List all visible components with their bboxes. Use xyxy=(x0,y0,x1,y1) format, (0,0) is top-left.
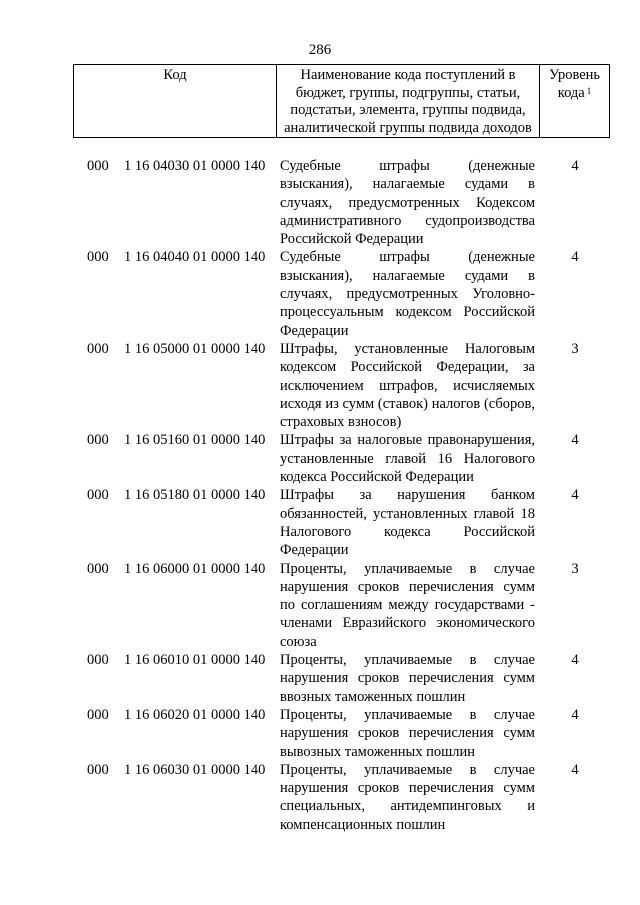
row-admin-code: 000 xyxy=(87,761,109,778)
table-header xyxy=(73,64,610,138)
table-row xyxy=(0,157,640,248)
row-code-level: 4 xyxy=(571,432,579,449)
row-income-code: 1 16 06020 01 0000 140 xyxy=(124,706,266,723)
row-admin-code: 000 xyxy=(87,432,109,449)
row-code-level: 4 xyxy=(571,652,579,669)
row-income-name: Проценты, уплачиваемые в случае нарушения сроков перечисления сумм ввозных таможенных пошлин xyxy=(280,652,535,705)
header-code: Код xyxy=(74,65,277,137)
row-income-code: 1 16 04040 01 0000 140 xyxy=(124,249,266,266)
table-row xyxy=(0,761,640,834)
header-level-label: Уровень кода xyxy=(548,67,601,101)
row-admin-code: 000 xyxy=(87,340,109,357)
table-row xyxy=(0,340,640,431)
row-income-name: Проценты, уплачиваемые в случае нарушения сроков перечисления сумм по соглашениям между государствами - членами Евразийского экономического союза xyxy=(280,560,535,650)
row-income-name: Судебные штрафы (денежные взыскания), налагаемые судами в случаях, предусмотренных Уголовно-процессуальным кодексом Российской Федерации xyxy=(280,249,535,339)
row-code-level: 4 xyxy=(571,249,579,266)
row-income-code: 1 16 05180 01 0000 140 xyxy=(124,487,266,504)
row-income-name: Штрафы за налоговые правонарушения, установленные главой 16 Налогового кодекса Российской Федерации xyxy=(280,432,535,486)
row-income-name: Штрафы за нарушения банком обязанностей, установленных главой 18 Налогового кодекса Российской Федерации xyxy=(280,487,535,559)
table-row xyxy=(0,486,640,559)
row-income-name: Проценты, уплачиваемые в случае нарушения сроков перечисления сумм вывозных таможенных пошлин xyxy=(280,706,535,760)
row-admin-code: 000 xyxy=(87,560,109,577)
row-income-name: Проценты, уплачиваемые в случае нарушения сроков перечисления сумм специальных, антидемпинговых и компенсационных пошлин xyxy=(280,761,535,833)
row-income-code: 1 16 06030 01 0000 140 xyxy=(124,761,266,778)
row-income-code: 1 16 06000 01 0000 140 xyxy=(124,560,266,577)
row-income-code: 1 16 06010 01 0000 140 xyxy=(124,652,266,669)
header-level-footnote: 1 xyxy=(586,85,592,96)
row-admin-code: 000 xyxy=(87,706,109,723)
row-admin-code: 000 xyxy=(87,652,109,669)
row-code-level: 3 xyxy=(571,340,579,357)
table-row xyxy=(0,706,640,761)
row-admin-code: 000 xyxy=(87,249,109,266)
row-income-code: 1 16 05160 01 0000 140 xyxy=(124,432,266,449)
header-name: Наименование кода поступлений в бюджет, группы, подгруппы, статьи, подстатьи, элемента, группы подвида, аналитической группы подвида доходов xyxy=(277,65,540,137)
row-code-level: 4 xyxy=(571,706,579,723)
table-row xyxy=(0,431,640,486)
table-row xyxy=(0,560,640,651)
row-admin-code: 000 xyxy=(87,158,109,174)
header-level xyxy=(540,65,609,137)
table-row xyxy=(0,651,640,706)
row-admin-code: 000 xyxy=(87,487,109,504)
row-code-level: 4 xyxy=(571,487,579,504)
table-row xyxy=(0,248,640,339)
row-code-level: 3 xyxy=(571,560,579,577)
row-income-name: Штрафы, установленные Налоговым кодексом Российской Федерации, за исключением штрафов, исчисляемых исходя из сумм (ставок) налогов (сборов, страховых взносов) xyxy=(280,340,535,431)
page-number: 286 xyxy=(308,42,332,58)
row-income-code: 1 16 05000 01 0000 140 xyxy=(124,340,266,357)
row-code-level: 4 xyxy=(571,158,579,174)
table-body xyxy=(0,157,640,834)
row-income-name: Судебные штрафы (денежные взыскания), налагаемые судами в случаях, предусмотренных Кодексом административного судопроизводства Российской Федерации xyxy=(280,158,535,248)
row-code-level: 4 xyxy=(571,761,579,778)
row-income-code: 1 16 04030 01 0000 140 xyxy=(124,158,266,174)
